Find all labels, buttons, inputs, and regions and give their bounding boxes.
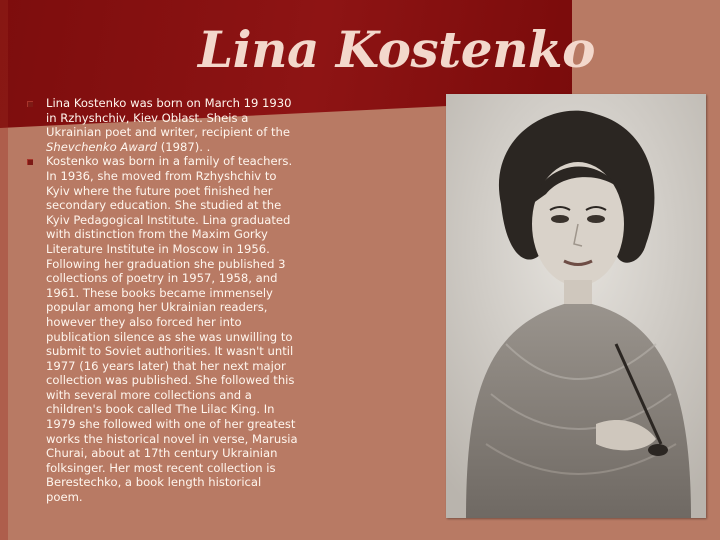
portrait-illustration [446,94,706,518]
bullet-item-biography [22,96,300,154]
portrait-photo [446,94,706,518]
square-bullet-icon [27,101,33,107]
slide-body [22,96,300,505]
bullet-text-end: (1987). . [157,139,211,154]
bullet-text-start: Lina Kostenko was born on March 19 1930 in Rzhyshchiv, Kiev Oblast. Sheis a Ukrainian poet and writer, recipient of the [46,96,292,140]
bullet-list [22,96,300,505]
award-name: Shevchenko Award [46,139,158,154]
bullet-text: Kostenko was born in a family of teachers. In 1936, she moved from Rzhyshchiv to Kyiv where the future poet finished her secondary education. She studied at the Kyiv Pedagogical Institute. Lina graduated with distinction from the Maxim Gorky Literature Institute in Moscow in 1956. Following her graduation she published 3 collections of poetry in 1957, 1958, and 1961. These books became immensely popular among her Ukrainian readers, however they also forced her into publication silence as she was unwilling to submit to Soviet authorities. It wasn't until 1977 (16 years later) that her next major collection was published. She followed this with several more collections and a children's book called The Lilac King. In 1979 she followed with one of her greatest works the historical novel in verse, Marusia Churai, about at 17th century Ukrainian folksinger. Her most recent collection is Berestechko, a book length historical poem. [46,154,298,505]
bullet-item-career [22,154,300,504]
square-bullet-icon [27,159,33,165]
left-edge-decoration [0,0,8,540]
slide-title: Lina Kostenko [198,20,595,79]
